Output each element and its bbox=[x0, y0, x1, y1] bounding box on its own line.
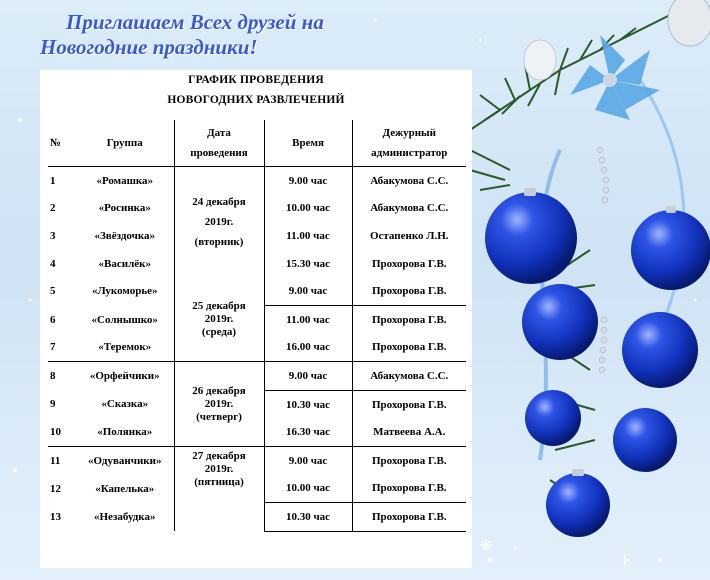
row-number: 2 bbox=[50, 202, 56, 215]
ornament-balls bbox=[485, 192, 710, 537]
row-number: 1 bbox=[48, 167, 76, 195]
row-number: 10 bbox=[50, 426, 61, 439]
row-number: 11 bbox=[48, 446, 76, 474]
row-admin: Прохорова Г.В. bbox=[352, 277, 466, 305]
row-group: «Орфейчики» bbox=[76, 362, 174, 391]
date-line-1: 25 декабря bbox=[192, 299, 246, 312]
header-time: Время bbox=[264, 120, 352, 167]
date-line-1: 27 декабря bbox=[192, 449, 246, 462]
row-number: 6 bbox=[50, 313, 56, 326]
schedule-title-line-1: ГРАФИК ПРОВЕДЕНИЯ bbox=[188, 74, 324, 86]
date-line-2: 2019г. bbox=[204, 397, 234, 410]
row-admin: Матвеева А.А. bbox=[352, 418, 466, 446]
row-number: 3 bbox=[50, 229, 56, 242]
table-row bbox=[48, 362, 466, 391]
schedule-sheet bbox=[40, 70, 472, 568]
bead-garland-icon bbox=[597, 147, 609, 373]
row-admin: Прохорова Г.В. bbox=[352, 475, 466, 503]
row-admin: Прохорова Г.В. bbox=[352, 250, 466, 278]
row-group: «Василёк» bbox=[98, 257, 151, 270]
row-time: 16.00 час bbox=[264, 334, 352, 362]
headline-line-1: Приглашаем Всех друзей на bbox=[66, 10, 324, 34]
row-time: 11.00 час bbox=[264, 222, 352, 250]
date-line-1: 24 декабря bbox=[192, 196, 246, 209]
row-time: 9.00 час bbox=[264, 362, 352, 391]
headline-line-2: Новогодние праздники! bbox=[40, 35, 258, 59]
row-admin: Абакумова С.С. bbox=[352, 362, 466, 391]
row-admin: Остапенко Л.Н. bbox=[352, 222, 466, 250]
table-row bbox=[48, 277, 466, 305]
row-number: 7 bbox=[50, 341, 56, 354]
row-time: 10.30 час bbox=[264, 503, 352, 532]
table-row bbox=[48, 167, 466, 195]
row-admin: Прохорова Г.В. bbox=[352, 446, 466, 474]
date-cell bbox=[174, 446, 264, 531]
schedule-table bbox=[48, 120, 466, 532]
header-date-line-2: проведения bbox=[190, 147, 248, 159]
row-time: 9.00 час bbox=[264, 167, 352, 195]
row-group: «Полянка» bbox=[97, 426, 153, 439]
ornament-ball-icon bbox=[546, 473, 610, 537]
header-date-line-1: Дата bbox=[207, 127, 231, 139]
header-date bbox=[174, 120, 264, 167]
date-cell bbox=[174, 362, 264, 447]
poinsettia-flower-icon bbox=[570, 35, 660, 120]
pine-cone-icon bbox=[668, 0, 710, 46]
ornament-ball-icon bbox=[631, 210, 710, 290]
ornament-ball-icon bbox=[622, 312, 698, 388]
row-group: «Росинка» bbox=[98, 202, 151, 215]
row-admin: Прохорова Г.В. bbox=[352, 334, 466, 362]
row-time: 9.00 час bbox=[264, 446, 352, 474]
row-number: 13 bbox=[50, 510, 61, 523]
row-time: 15.30 час bbox=[264, 250, 352, 278]
row-admin: Прохорова Г.В. bbox=[352, 305, 466, 333]
date-cell bbox=[174, 167, 264, 278]
date-line-3: (четверг) bbox=[196, 410, 242, 423]
row-time: 9.00 час bbox=[264, 277, 352, 305]
row-group: «Лукоморье» bbox=[91, 285, 158, 298]
row-number: 9 bbox=[50, 398, 56, 411]
schedule-title-line-2: НОВОГОДНИХ РАЗВЛЕЧЕНИЙ bbox=[167, 94, 345, 106]
header-admin-line-1: Дежурный bbox=[382, 127, 436, 139]
row-admin: Прохорова Г.В. bbox=[352, 390, 466, 418]
row-number: 4 bbox=[50, 257, 56, 270]
table-row bbox=[48, 446, 466, 474]
row-group: «Теремок» bbox=[98, 341, 152, 354]
header-group: Группа bbox=[76, 120, 174, 167]
row-group: «Капелька» bbox=[95, 482, 155, 495]
header-admin bbox=[352, 120, 466, 167]
row-group: «Солнышко» bbox=[91, 313, 158, 326]
row-time: 10.00 час bbox=[264, 475, 352, 503]
ornament-ball-icon bbox=[613, 408, 677, 472]
row-group: «Сказка» bbox=[101, 398, 149, 411]
date-line-1: 26 декабря bbox=[192, 384, 246, 397]
date-line-2: 2019г. bbox=[204, 216, 234, 229]
header-number: № bbox=[48, 120, 76, 167]
row-number: 8 bbox=[48, 362, 76, 391]
row-time: 10.00 час bbox=[264, 195, 352, 223]
ornament-ball-icon bbox=[485, 192, 577, 284]
invitation-headline bbox=[40, 10, 350, 60]
table-header-row bbox=[48, 120, 466, 167]
row-admin: Абакумова С.С. bbox=[352, 167, 466, 195]
ornament-ball-icon bbox=[525, 390, 581, 446]
christmas-ornament-decoration bbox=[460, 0, 710, 580]
row-admin: Абакумова С.С. bbox=[352, 195, 466, 223]
date-line-3: (среда) bbox=[201, 325, 237, 338]
row-time: 16.30 час bbox=[264, 418, 352, 446]
row-group: «Ромашка» bbox=[76, 167, 174, 195]
date-cell bbox=[174, 277, 264, 361]
header-admin-line-2: администратор bbox=[371, 147, 448, 159]
row-number: 12 bbox=[50, 482, 61, 495]
row-time: 10.30 час bbox=[264, 390, 352, 418]
row-time: 11.00 час bbox=[264, 305, 352, 333]
ornament-ball-icon bbox=[522, 284, 598, 360]
date-line-3: (вторник) bbox=[194, 236, 244, 249]
row-group: «Незабудка» bbox=[94, 510, 156, 523]
row-number: 5 bbox=[50, 285, 56, 298]
date-line-3: (пятница) bbox=[194, 475, 244, 488]
row-group: «Звёздочка» bbox=[94, 229, 155, 242]
date-line-2: 2019г. bbox=[204, 312, 234, 325]
row-admin: Прохорова Г.В. bbox=[352, 503, 466, 532]
date-line-2: 2019г. bbox=[204, 462, 234, 475]
row-group: «Одуванчики» bbox=[76, 446, 174, 474]
